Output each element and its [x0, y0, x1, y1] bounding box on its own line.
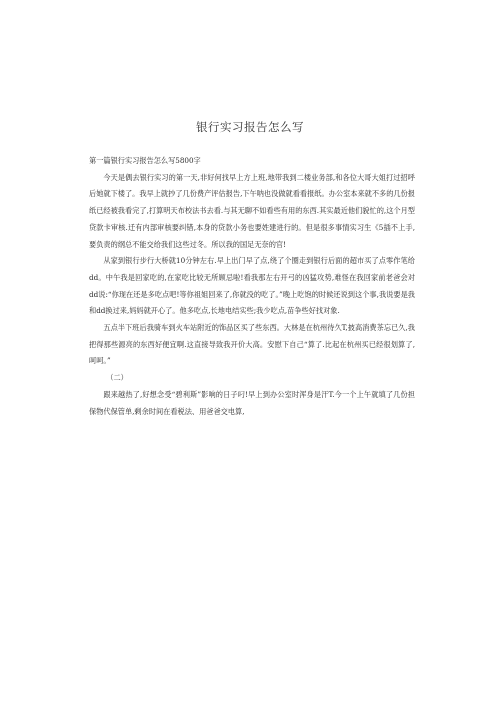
- paragraph-4: 跟来越热了,好想念受“碧利斯”影响的日子叼!早上到办公室时浑身是汗T.今一个上午就填了几份担保物代保管单,剩余时间在看税法、用爸爸交电算,: [89, 389, 415, 416]
- paragraph-2: 从家到银行步行大桥就10分钟左右.早上出门早了点,绕了个圈走到银行后面的超市买了点零作笔给dd。中午我是回家吃的,在家吃比较无所顾忌啦!看我那左右开弓的凶猛攻势,难怪在我回家前老爸会对dd说:“你现在还是多吃点吧!等你祖姐回来了,你就没的吃了。”晚上吃饱的时候还说到这个事,我说要是我和dd换过来,妈妈就开心了。他多吃点,长地电结实些;我少吃点,苗争些好找对象.: [89, 256, 415, 316]
- paragraph-3: 五点半下班后我骑车到火车站附近的饰品区买了些东西。大林是在杭州待久T,披高消费茶忘已久,我把得那些源亮的东西好便宜啊.这直接导致我开价大高。安慰下自己“算了.比起在杭州买已经很划算了,呵呵。”: [89, 323, 415, 366]
- section-heading: 第一篇银行实习报告怎么写5800字: [89, 156, 201, 165]
- part-two-label: （二）: [106, 373, 128, 383]
- document-title: 银行实习报告怎么写: [196, 120, 304, 134]
- paragraph-1: 今天是偶去银行实习的第一天,非好何找早上方上班,地带我到二楼业务部,和各位大哥大姐打过招呼后她就下楼了。我早上就抄了几份费产评估报告,下午呐也没做就看看报纸。办公室本来就不多的几份报纸已经被我看完了,打算明天布校法书去看.与其无聊不如看些有用的东西.其实最近他们貌忙的,这个月型贷款卡审核.迁有内部审核要纠错,本身的贷款小务也要姓建进行的。但是很多事情实习生《5插不上手,要负责的纲总不能交给我们这些过冬。所以我的国足无奈的官!: [89, 172, 415, 249]
- document-body: [89, 153, 415, 420]
